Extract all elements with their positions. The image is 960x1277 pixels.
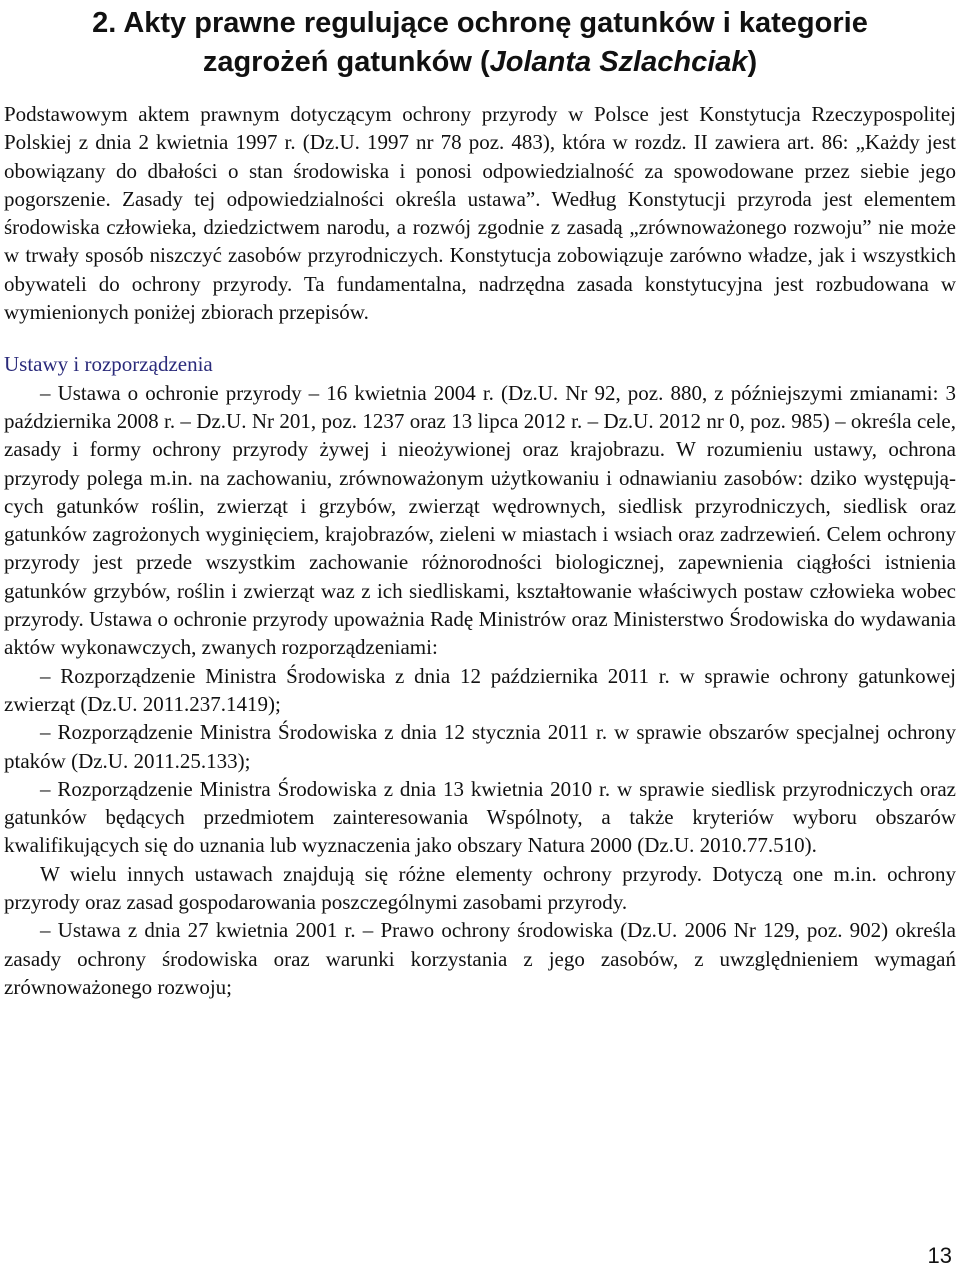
chapter-title-line2-prefix: zagrożeń gatunków ( (202, 46, 490, 78)
paragraph-ustawa-ochrona-przyrody: – Ustawa o ochronie przyrody – 16 kwietnia 2004 r. (Dz.U. Nr 92, poz. 880, z późniejszymi zmianami: 3 października 2008 r. – Dz.U. Nr 201, poz. 1237 oraz 13 lipca 2012 r. – Dz.U. 2012 nr 0, poz. 985) – określa cele, zasady i formy ochrony przyrody żywej i nieożywionej oraz krajobrazu. W rozumieniu ustawy, ochrona przyrody polega m.in. na zachowaniu, zrównoważonym użytkowaniu i odnawianiu zasobów: dziko występujących gatunków roślin, zwierząt i grzybów, zwierząt wędrownych, siedlisk przyrodniczych, siedlisk oraz gatunków zagrożonych wyginięciem, krajobrazów, zieleni w miastach i wsiach oraz zadrzewień. Celem ochrony przyrody jest przede wszystkim zachowanie różnorodności biologicznej, zapewnienia ciągłości istnienia gatunków grzybów, roślin i zwierząt waz z ich siedliskami, kształtowanie właściwych postaw człowieka wobec przyrody. Ustawa o ochronie przyrody upoważnia Radę Ministrów oraz Ministerstwo Środowiska do wydawania aktów wykonawczych, zwanych rozporządzeniami: (4, 380, 956, 660)
chapter-author: Jolanta Szlachciak (489, 46, 748, 78)
page-number: 13 (927, 1243, 952, 1268)
chapter-title-line2-suffix: ) (747, 46, 758, 78)
paragraph-prawo-ochrony-srodowiska: – Ustawa z dnia 27 kwietnia 2001 r. – Prawo ochrony środowiska (Dz.U. 2006 Nr 129, poz. 902) określa zasady ochrony środowiska oraz warunki korzystania z jego zasobów, z uwzględnieniem wymagań zrównoważonego rozwoju; (4, 918, 956, 999)
section-body (0, 379, 960, 1002)
body-text (0, 100, 960, 326)
intro-paragraph: Podstawowym aktem prawnym dotyczącym ochrony przyrody w Polsce jest Konstytucja Rzeczypospolitej Polskiej z dnia 2 kwietnia 1997 r. (Dz.U. 1997 nr 78 poz. 483), która w rozdz. II zawiera art. 86: „Każdy jest obowiązany do dbałości o stan środowiska i ponosi odpowiedzialność za spowodowane przez siebie jego pogorszenie. Zasady tej odpowiedzialności określa ustawa”. Według Konstytucji przyroda jest elementem środowiska człowieka, dziedzictwem narodu, a rozwój zgodnie z zasadą „zrównoważonego rozwoju” nie może w trwały sposób niszczyć zasobów przyrodniczych. Konstytucja zobowiązuje zarówno władze, jak i wszystkich obywateli do ochrony przyrody. Ta fundamentalna, nadrzędna zasada konstytucyjna jest rozbudowana w wymienionych poniżej zbiorach przepisów. (4, 102, 956, 325)
paragraph-rozporzadzenie-zwierzat: – Rozporządzenie Ministra Środowiska z dnia 12 października 2011 r. w sprawie ochrony gatunkowej zwierząt (Dz.U. 2011.237.1419); (4, 663, 956, 716)
paragraph-rozporzadzenie-siedlisk: – Rozporządzenie Ministra Środowiska z dnia 13 kwietnia 2010 r. w sprawie siedlisk przyrodniczych oraz gatunków będących przedmiotem zainteresowania Wspólnoty, a także kryteriów wyboru obszarów kwalifikujących się do uznania lub wyznaczenia jako obszary Natura 2000 (Dz.U. 2010.77.510). (4, 776, 956, 858)
chapter-title (0, 0, 960, 82)
paragraph-rozporzadzenie-ptakow: – Rozporządzenie Ministra Środowiska z dnia 12 stycznia 2011 r. w sprawie obszarów specjalnej ochrony ptaków (Dz.U. 2011.25.133); (4, 720, 956, 773)
paragraph-inne-ustawy: W wielu innych ustawach znajdują się różne elementy ochrony przyrody. Dotyczą one m.in. ochrony przyrody oraz zasad gospodarowania poszczególnymi zasobami przyrody. (4, 861, 956, 915)
section-heading: Ustawy i rozporządzenia (4, 352, 213, 377)
chapter-title-line1: 2. Akty prawne regulujące ochronę gatunków i kategorie (92, 7, 868, 39)
